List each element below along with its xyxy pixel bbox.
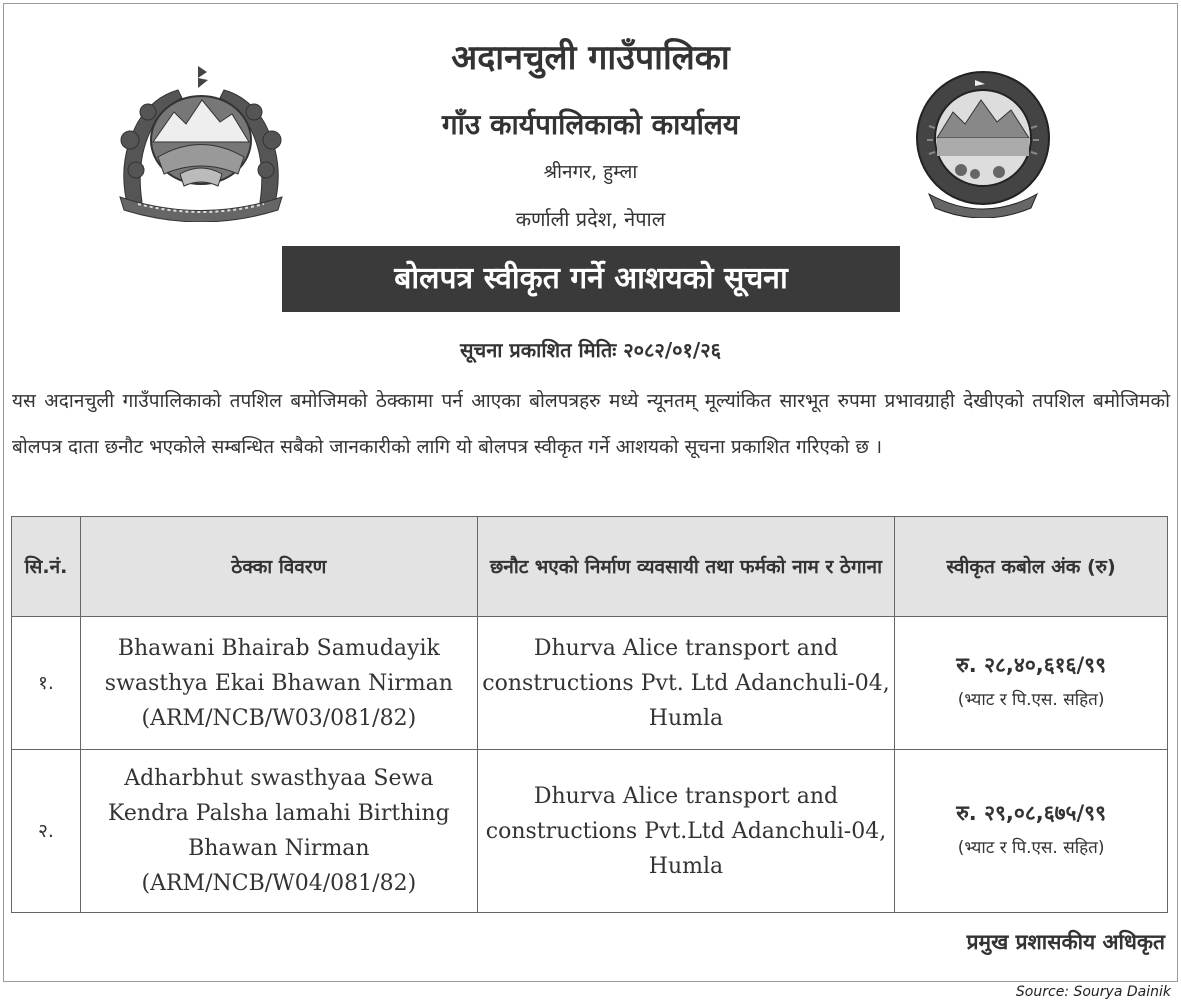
header-contractor: छनौट भएको निर्माण व्यवसायी तथा फर्मको नाम र ठेगाना xyxy=(477,517,895,617)
header-serial: सि.नं. xyxy=(12,517,81,617)
row-amount-cell xyxy=(895,750,1168,913)
office-name: गाँउ कार्यपालिकाको कार्यालय xyxy=(441,108,740,141)
header-description: ठेक्का विवरण xyxy=(80,517,477,617)
row-description: Bhawani Bhairab Samudayik swasthya Ekai Bhawan Nirman (ARM/NCB/W03/081/82) xyxy=(80,617,477,750)
source-credit: Source: Sourya Dainik xyxy=(1015,984,1171,1000)
row-amount: रु. २८,४०,६१६/९९ xyxy=(956,653,1106,677)
bid-table xyxy=(11,516,1168,913)
table-row xyxy=(12,617,1168,750)
row-contractor: Dhurva Alice transport and constructions Pvt.Ltd Adanchuli-04, Humla xyxy=(477,750,895,913)
table-header-row xyxy=(12,517,1168,617)
header-amount: स्वीकृत कबोल अंक (रु) xyxy=(895,517,1168,617)
office-location: श्रीनगर, हुम्ला xyxy=(543,161,638,183)
row-description: Adharbhut swasthyaa Sewa Kendra Palsha lamahi Birthing Bhawan Nirman (ARM/NCB/W04/081/82) xyxy=(80,750,477,913)
province-country: कर्णाली प्रदेश, नेपाल xyxy=(515,207,666,231)
signatory-title: प्रमुख प्रशासकीय अधिकृत xyxy=(966,930,1165,954)
notice-title-banner: बोलपत्र स्वीकृत गर्ने आशयको सूचना xyxy=(282,246,900,312)
row-amount-note: (भ्याट र पि.एस. सहित) xyxy=(957,838,1105,858)
table-row xyxy=(12,750,1168,913)
row-serial: १. xyxy=(12,617,81,750)
row-amount-note: (भ्याट र पि.एस. सहित) xyxy=(957,690,1105,710)
row-amount: रु. २९,०८,६७५/९९ xyxy=(956,801,1106,825)
row-contractor: Dhurva Alice transport and constructions Pvt. Ltd Adanchuli-04, Humla xyxy=(477,617,895,750)
publish-date: सूचना प्रकाशित मितिः २०८२/०१/२६ xyxy=(459,338,722,362)
notice-body: यस अदानचुली गाउँपालिकाको तपशिल बमोजिमको ठेक्कामा पर्न आएका बोलपत्रहरु मध्ये न्यूनतम् मूल्यांकित सारभूत रुपमा प्रभावग्राही देखीएको तपशिल बमोजिमको बोलपत्र दाता छनौट भएकोले सम्बन्धित सबैको जानकारीको लागि यो बोलपत्र स्वीकृत गर्ने आशयको सूचना प्रकाशित गरिएको छ । xyxy=(12,390,1170,458)
row-amount-cell xyxy=(895,617,1168,750)
row-serial: २. xyxy=(12,750,81,913)
municipality-name: अदानचुली गाउँपालिका xyxy=(451,38,730,78)
